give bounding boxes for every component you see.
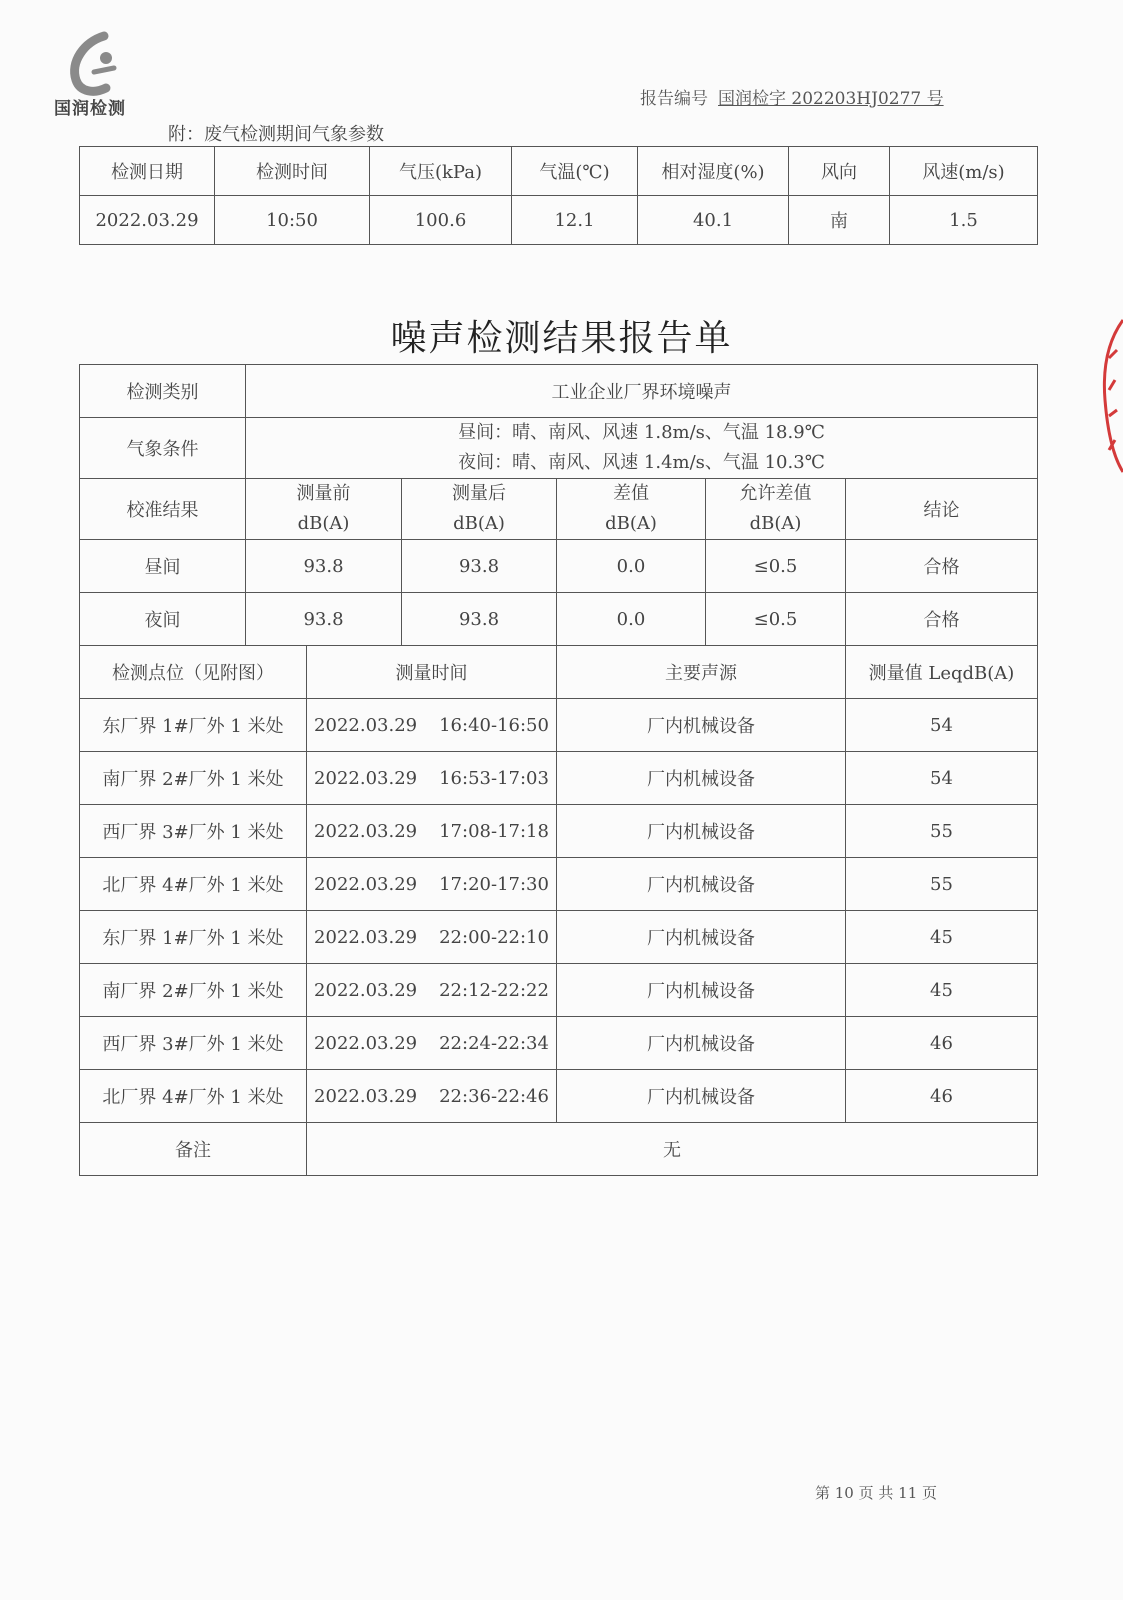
meas-point: 北厂界 4#厂外 1 米处: [80, 858, 307, 911]
meas-time: [307, 699, 557, 752]
calib-header-line1: 测量后: [452, 483, 506, 504]
meas-date: 2022.03.29: [314, 714, 418, 736]
weather-condition-label: 气象条件: [80, 418, 246, 479]
measurement-row: [80, 911, 1038, 964]
meas-value: 54: [846, 699, 1038, 752]
weather-night-text: 夜间：晴、南风、风速 1.4m/s、气温 10.3℃: [458, 452, 825, 473]
weather-table: [79, 146, 1038, 245]
calib-header-line2: dB(A): [453, 513, 505, 534]
calib-header-line2: dB(A): [749, 513, 802, 534]
meas-value: 55: [846, 858, 1038, 911]
meas-time-range: 22:36-22:46: [439, 1085, 549, 1107]
appendix-title: 附：废气检测期间气象参数: [168, 124, 384, 145]
calib-allowed: ≤0.5: [706, 593, 846, 646]
category-row: [80, 365, 1038, 418]
report-title: 噪声检测结果报告单: [390, 318, 733, 359]
weather-header-cell: 检测时间: [215, 147, 370, 196]
meas-date: 2022.03.29: [314, 873, 418, 895]
meas-source: 厂内机械设备: [557, 1070, 846, 1123]
measurement-row: [80, 752, 1038, 805]
calibration-label: 校准结果: [80, 479, 246, 540]
weather-day-text: 昼间：晴、南风、风速 1.8m/s、气温 18.9℃: [458, 422, 825, 443]
meas-point: 南厂界 2#厂外 1 米处: [80, 752, 307, 805]
calib-header-line2: dB(A): [297, 513, 350, 534]
calib-header-after: [402, 479, 557, 540]
report-number-label: 报告编号: [640, 89, 708, 109]
weather-condition-row: [80, 418, 1038, 479]
meas-point: 东厂界 1#厂外 1 米处: [80, 911, 307, 964]
meas-time: [307, 858, 557, 911]
calib-header-line1: 差值: [613, 483, 649, 504]
calib-before: 93.8: [246, 540, 402, 593]
meas-point: 西厂界 3#厂外 1 米处: [80, 805, 307, 858]
meas-value: 46: [846, 1017, 1038, 1070]
measurement-row: [80, 699, 1038, 752]
meas-point: 东厂界 1#厂外 1 米处: [80, 699, 307, 752]
weather-header-cell: 风速(m/s): [890, 147, 1038, 196]
weather-header-cell: 气压(kPa): [370, 147, 512, 196]
calib-allowed: ≤0.5: [706, 540, 846, 593]
meas-time: [307, 805, 557, 858]
meas-source: 厂内机械设备: [557, 699, 846, 752]
measurement-row: [80, 1017, 1038, 1070]
weather-condition-value: [246, 418, 1038, 479]
meas-value: 45: [846, 964, 1038, 1017]
meas-date: 2022.03.29: [314, 1032, 418, 1054]
meas-source: 厂内机械设备: [557, 805, 846, 858]
calib-diff: 0.0: [557, 593, 706, 646]
meas-value: 54: [846, 752, 1038, 805]
calib-before: 93.8: [246, 593, 402, 646]
meas-point: 南厂界 2#厂外 1 米处: [80, 964, 307, 1017]
page-number: 第 10 页 共 11 页: [815, 1484, 938, 1502]
calib-header-allowed: [706, 479, 846, 540]
report-number-value: 国润检字 202203HJ0277 号: [718, 89, 944, 109]
meas-time-range: 22:12-22:22: [439, 979, 549, 1001]
meas-value: 45: [846, 911, 1038, 964]
meas-source: 厂内机械设备: [557, 1017, 846, 1070]
calib-result: 合格: [846, 593, 1038, 646]
calib-result: 合格: [846, 540, 1038, 593]
meas-date: 2022.03.29: [314, 1085, 418, 1107]
meas-time: [307, 1017, 557, 1070]
meas-date: 2022.03.29: [314, 767, 418, 789]
measurement-row: [80, 1070, 1038, 1123]
calib-diff: 0.0: [557, 540, 706, 593]
noise-result-table: [79, 364, 1038, 1176]
calib-header-conclusion: 结论: [846, 479, 1038, 540]
meas-time: [307, 964, 557, 1017]
calib-header-line1: 测量前: [296, 483, 351, 504]
calib-after: 93.8: [402, 540, 557, 593]
meas-time-range: 17:20-17:30: [439, 873, 549, 895]
logo-text: 国润检测: [54, 99, 126, 119]
weather-cell: 2022.03.29: [80, 196, 215, 245]
meas-point: 北厂界 4#厂外 1 米处: [80, 1070, 307, 1123]
meas-header-point: 检测点位（见附图）: [80, 646, 307, 699]
meas-source: 厂内机械设备: [557, 911, 846, 964]
weather-data-row: [80, 196, 1038, 245]
meas-header-value: 测量值 LeqdB(A): [846, 646, 1038, 699]
category-value: 工业企业厂界环境噪声: [246, 365, 1038, 418]
meas-source: 厂内机械设备: [557, 964, 846, 1017]
remark-row: [80, 1123, 1038, 1176]
calib-row-label: 昼间: [80, 540, 246, 593]
meas-header-source: 主要声源: [557, 646, 846, 699]
weather-cell: 12.1: [512, 196, 638, 245]
weather-cell: 1.5: [890, 196, 1038, 245]
weather-cell: 100.6: [370, 196, 512, 245]
calib-header-line2: dB(A): [605, 513, 657, 534]
report-number: [640, 84, 944, 109]
measurement-row: [80, 805, 1038, 858]
meas-source: 厂内机械设备: [557, 858, 846, 911]
calib-header-diff: [557, 479, 706, 540]
meas-value: 55: [846, 805, 1038, 858]
remark-value: 无: [307, 1123, 1038, 1176]
weather-header-cell: 检测日期: [80, 147, 215, 196]
red-seal-stamp: [1093, 310, 1123, 480]
calib-after: 93.8: [402, 593, 557, 646]
meas-date: 2022.03.29: [314, 820, 418, 842]
meas-time-range: 17:08-17:18: [439, 820, 549, 842]
weather-header-cell: 风向: [789, 147, 890, 196]
meas-time-range: 22:24-22:34: [439, 1032, 549, 1054]
meas-time-range: 16:53-17:03: [439, 767, 549, 789]
meas-header-time: 测量时间: [307, 646, 557, 699]
meas-date: 2022.03.29: [314, 979, 418, 1001]
remark-label: 备注: [80, 1123, 307, 1176]
weather-header-cell: 相对湿度(%): [638, 147, 789, 196]
weather-cell: 南: [789, 196, 890, 245]
measurement-row: [80, 964, 1038, 1017]
measurement-header-row: [80, 646, 1038, 699]
weather-header-row: [80, 147, 1038, 196]
calib-row-label: 夜间: [80, 593, 246, 646]
meas-time: [307, 911, 557, 964]
calib-header-before: [246, 479, 402, 540]
category-label: 检测类别: [80, 365, 246, 418]
calibration-row: [80, 540, 1038, 593]
weather-header-cell: 气温(℃): [512, 147, 638, 196]
meas-time: [307, 1070, 557, 1123]
calib-header-line1: 允许差值: [739, 483, 812, 504]
meas-value: 46: [846, 1070, 1038, 1123]
calibration-header-row: [80, 479, 1038, 540]
meas-time-range: 16:40-16:50: [439, 714, 549, 736]
meas-source: 厂内机械设备: [557, 752, 846, 805]
weather-cell: 40.1: [638, 196, 789, 245]
weather-cell: 10:50: [215, 196, 370, 245]
calibration-row: [80, 593, 1038, 646]
meas-time-range: 22:00-22:10: [439, 926, 549, 948]
meas-time: [307, 752, 557, 805]
measurement-rows: [80, 699, 1038, 1123]
measurement-row: [80, 858, 1038, 911]
meas-point: 西厂界 3#厂外 1 米处: [80, 1017, 307, 1070]
meas-date: 2022.03.29: [314, 926, 418, 948]
